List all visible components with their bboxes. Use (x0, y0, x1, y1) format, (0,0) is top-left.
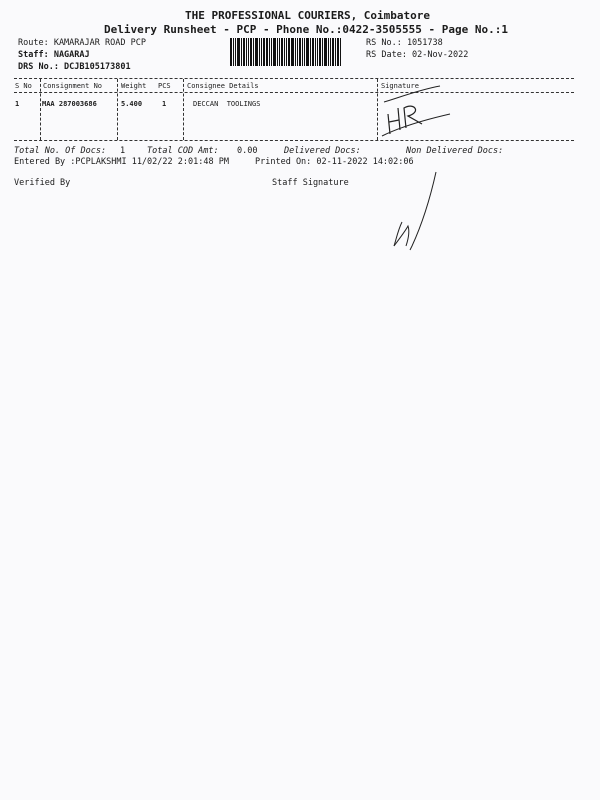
cell-consignment: MAA 287003686 (42, 100, 97, 108)
col-header-weight: Weight (121, 82, 147, 90)
col-divider (40, 79, 41, 140)
non-delivered-docs-label: Non Delivered Docs: (406, 146, 504, 156)
staff-signature-scribble (388, 170, 448, 255)
col-divider (117, 79, 118, 140)
table-header-border (14, 92, 574, 93)
total-cod-value: 0.00 (237, 146, 258, 156)
col-header-consignee: Consignee Details (187, 82, 259, 90)
printed-on: Printed On: 02-11-2022 14:02:06 (255, 157, 414, 167)
staff-signature-label: Staff Signature (272, 178, 349, 188)
handwritten-signature (378, 84, 458, 144)
rs-date: RS Date: 02-Nov-2022 (366, 50, 469, 60)
barcode-image (230, 38, 358, 66)
col-header-signature: Signature (381, 82, 419, 90)
col-header-pcs: PCS (158, 82, 171, 90)
total-cod-label: Total COD Amt: (147, 146, 219, 156)
verified-by-label: Verified By (14, 178, 71, 188)
table-top-border (14, 78, 574, 79)
col-divider (183, 79, 184, 140)
total-docs-label: Total No. Of Docs: (14, 146, 107, 156)
staff-label: Staff: NAGARAJ (18, 50, 90, 60)
rs-number: RS No.: 1051738 (366, 38, 443, 48)
cell-pcs: 1 (162, 100, 167, 108)
route-label: Route: KAMARAJAR ROAD PCP (18, 38, 146, 48)
col-header-consignment: Consignment No (43, 82, 103, 90)
col-header-sno: S No (15, 82, 32, 90)
cell-consignee: DECCAN TOOLINGS (193, 100, 261, 108)
runsheet-subtitle: Delivery Runsheet - PCP - Phone No.:0422-3505555 - Page No.:1 (104, 23, 508, 36)
cell-sno: 1 (15, 100, 20, 108)
cell-weight: 5.400 (121, 100, 143, 108)
delivered-docs-label: Delivered Docs: (284, 146, 361, 156)
drs-number: DRS No.: DCJB105173801 (18, 62, 131, 72)
total-docs-value: 1 (120, 146, 126, 156)
company-title: THE PROFESSIONAL COURIERS, Coimbatore (185, 9, 431, 22)
entered-by: Entered By :PCPLAKSHMI 11/02/22 2:01:48 PM (14, 157, 229, 167)
table-bottom-border (14, 140, 574, 141)
